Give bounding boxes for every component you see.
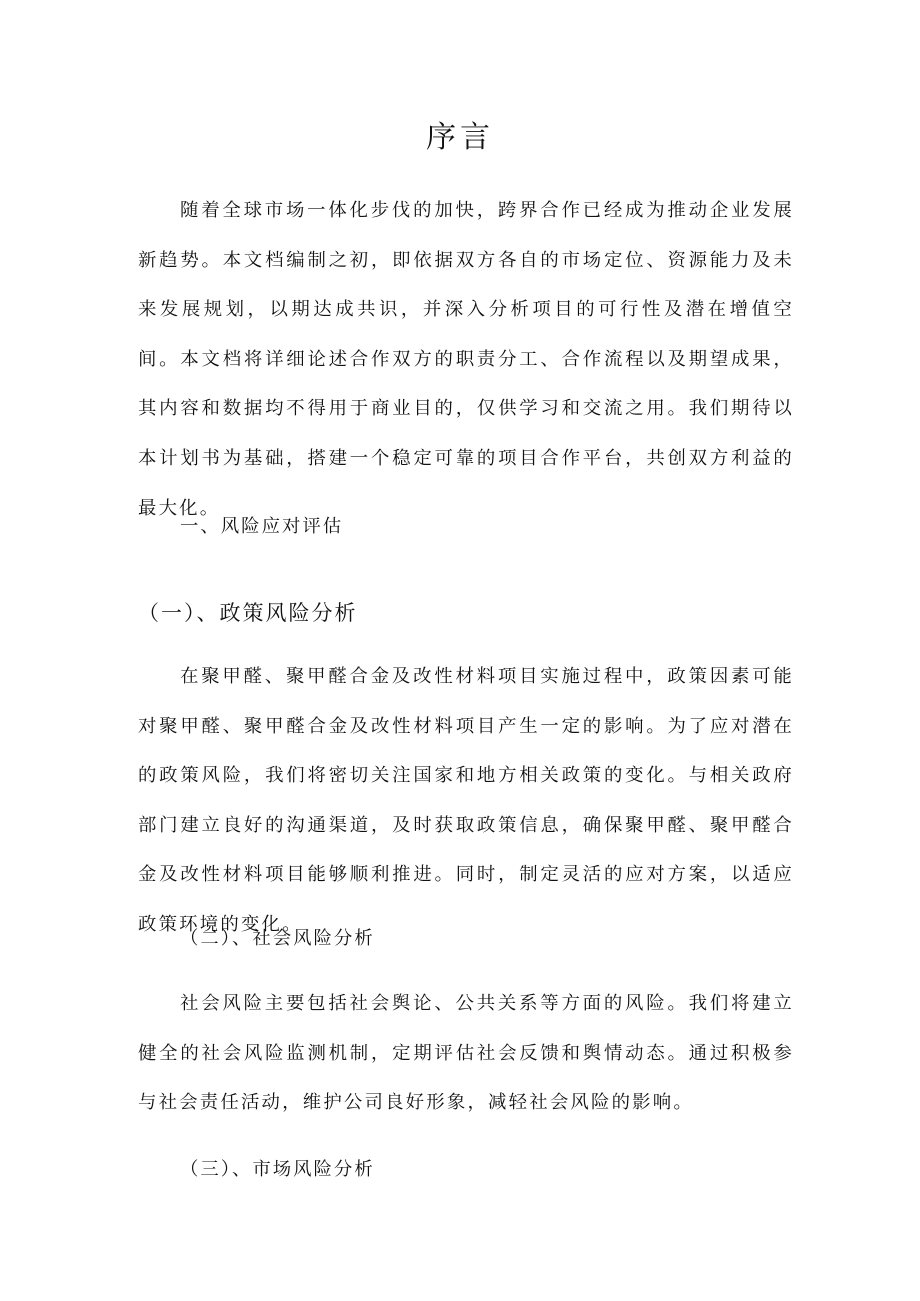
social-risk-paragraph: 社会风险主要包括社会舆论、公共关系等方面的风险。我们将建立健全的社会风险监测机制，定期评估社会反馈和舆情动态。通过积极参与社会责任活动，维护公司良好形象，减轻社会风险的影响。 (138, 993, 794, 1114)
section-heading-risk-assessment: 一、风险应对评估 (180, 516, 344, 537)
document-title: 序言 (426, 120, 494, 155)
policy-risk-paragraph: 在聚甲醛、聚甲醛合金及改性材料项目实施过程中，政策因素可能对聚甲醛、聚甲醛合金及改性材料项目产生一定的影响。为了应对潜在的政策风险，我们将密切关注国家和地方相关政策的变化。与相关政府部门建立良好的沟通渠道，及时获取政策信息，确保聚甲醛、聚甲醛合金及改性材料项目能够顺利推进。同时，制定灵活的应对方案，以适应政策环境的变化。 (138, 666, 794, 935)
subsection-heading-policy-risk: （一）、政策风险分析 (138, 601, 358, 625)
subsection-heading-market-risk: （三）、市场风险分析 (180, 1159, 375, 1180)
preface-paragraph: 随着全球市场一体化步伐的加快，跨界合作已经成为推动企业发展新趋势。本文档编制之初，即依据双方各自的市场定位、资源能力及未来发展规划，以期达成共识，并深入分析项目的可行性及潜在增值空间。本文档将详细论述合作双方的职责分工、合作流程以及期望成果，其内容和数据均不得用于商业目的，仅供学习和交流之用。我们期待以本计划书为基础，搭建一个稳定可靠的项目合作平台，共创双方利益的最大化。 (138, 200, 794, 519)
subsection-heading-social-risk: （二）、社会风险分析 (180, 928, 375, 949)
